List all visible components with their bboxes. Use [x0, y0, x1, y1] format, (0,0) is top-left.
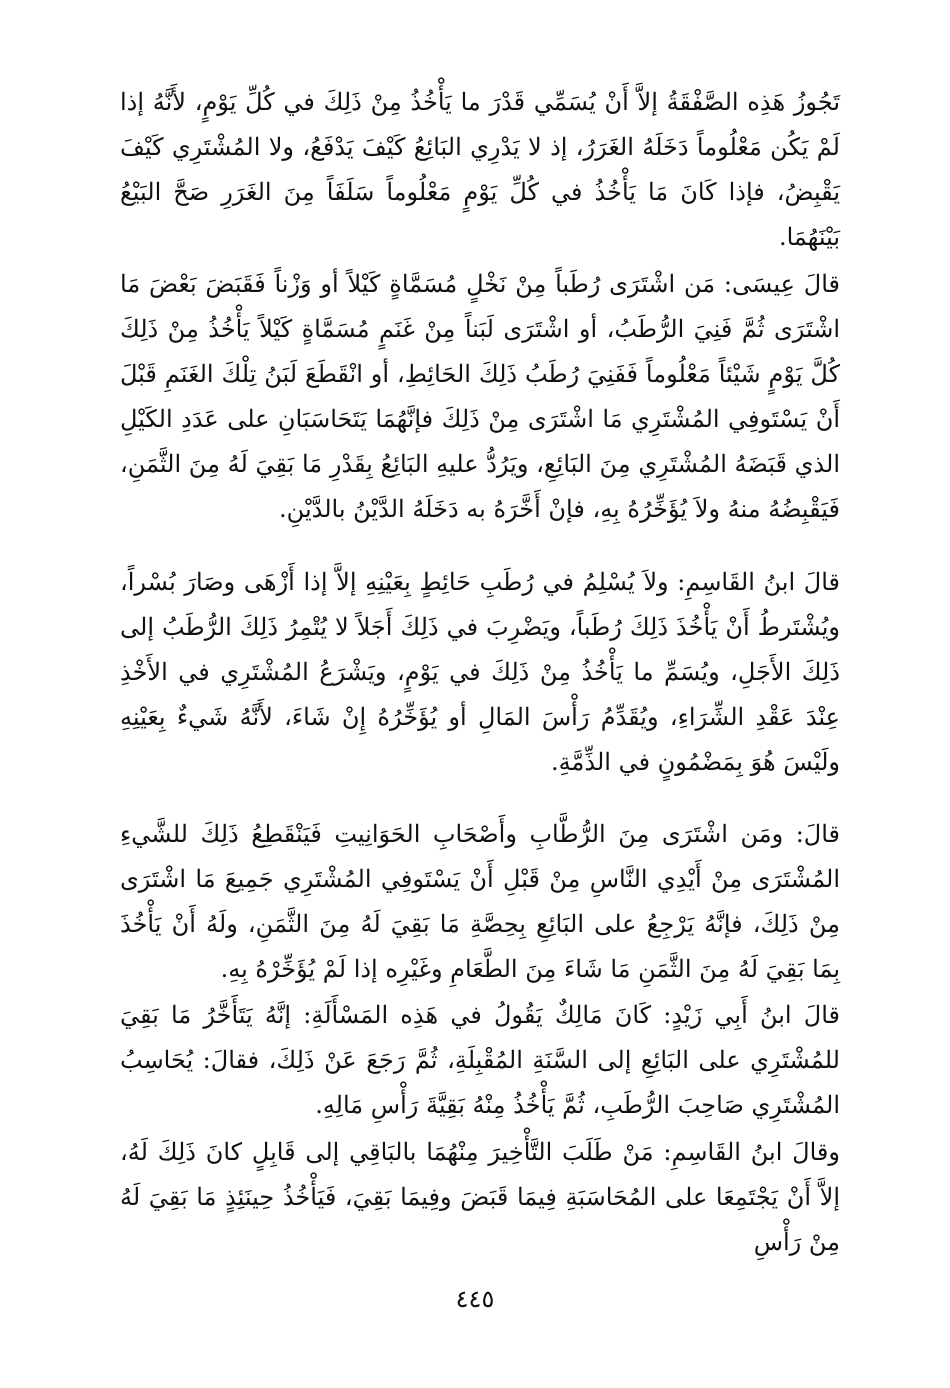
paragraph-1: تَجُوزُ هَذِه الصَّفْقَةُ إلاَّ أَنْ يُسَمِّي قَدْرَ ما يَأْخُذُ مِنْ ذَلِكَ في كُلِّ يَوْمٍ، لأَنَّهُ إذا لَمْ يَكُن مَعْلُوماً دَخَلَهُ الغَرَرُ، إذ لا يَدْرِي البَائِعُ كَيْفَ يَدْفَعُ، ولا المُشْتَرِي كَيْفَ يَقْبِضُ، فإذا كَانَ مَا يَأْخُذُ في كُلِّ يَوْمٍ مَعْلُوماً سَلَفَاً مِنَ الغَرَرِ صَحَّ البَيْعُ بَيْنَهُمَا.: [120, 88, 840, 251]
paragraph-4: قالَ: ومَن اشْتَرَى مِنَ الرُّطَّابِ وأَصْحَابِ الحَوَانِيتِ فَيَنْقَطِعُ ذَلِكَ للشَّيءِ المُشْتَرَى مِنْ أَيْدِي النَّاسِ مِنْ قَبْلِ أَنْ يَسْتَوفِي المُشْتَرِي جَمِيعَ مَا اشْتَرَى مِنْ ذَلِكَ، فإنَّهُ يَرْجِعُ على البَائِعِ بِحِصَّةِ مَا بَقِيَ لَهُ مِنَ الثَّمَنِ، ولَهُ أَنْ يَأْخُذَ بِمَا بَقِيَ لَهُ مِنَ الثَّمَنِ مَا شَاءَ مِنَ الطَّعَامِ وغَيْرِه إذا لَمْ يُؤَخِّرْهُ بِهِ.: [120, 820, 840, 983]
paragraph-5: قالَ ابنُ أَبِي زَيْدٍ: كَانَ مَالِكٌ يَقُولُ في هَذِه المَسْأَلَةِ: إنَّهُ يَتَأَخَّرُ مَا بَقِيَ للمُشْتَرِي على البَائِعِ إلى السَّنَةِ المُقْبِلَةِ، ثُمَّ رَجَعَ عَنْ ذَلِكَ، فقالَ: يُحَاسِبُ المُشْتَرِي صَاحِبَ الرُّطَبِ، ثُمَّ يَأْخُذُ مِنْهُ بَقِيَّةَ رَأْسِ مَالِهِ.: [120, 1001, 840, 1119]
paragraph-3: قالَ ابنُ القَاسِمِ: ولاَ يُسْلِمُ في رُطَبِ حَائِطٍ بِعَيْنِهِ إلاَّ إذا أَزْهَى وصَارَ بُسْراً، ويُشْتَرطُ أَنْ يَأْخُذَ ذَلِكَ رُطَباً، ويَضْرِبَ في ذَلِكَ أَجَلاً لا يُتْمِرُ ذَلِكَ الرُّطَبُ إلى ذَلِكَ الأَجَلِ، ويُسَمِّ ما يَأْخُذُ مِنْ ذَلِكَ في يَوْمٍ، ويَشْرَعُ المُشْتَرِي في الأَخْذِ عِنْدَ عَقْدِ الشِّرَاءِ، ويُقَدِّمُ رَأْسَ المَالِ أو يُؤَخِّرُهُ إِنْ شَاءَ، لأَنَّهُ شَيءٌ بِعَيْنِهِ ولَيْسَ هُوَ بِمَضْمُونٍ في الذِّمَّةِ.: [120, 568, 840, 776]
paragraph-2: قالَ عِيسَى: مَن اشْتَرَى رُطَباً مِنْ نَخْلٍ مُسَمَّاةٍ كَيْلاً أو وَزْناً فَقَبَضَ بَعْضَ مَا اشْتَرَى ثُمَّ فَنِيَ الرُّطَبُ، أو اشْتَرَى لَبَناً مِنْ غَنَمٍ مُسَمَّاةٍ كَيْلاً يَأْخُذُ مِنْ ذَلِكَ كُلَّ يَوْمٍ شَيْئاً مَعْلُوماً فَفَنِيَ رُطَبُ ذَلِكَ الحَائِطِ، أو انْقَطَعَ لَبَنُ تِلْكَ الغَنَمِ قَبْلَ أَنْ يَسْتَوفِي المُشْتَرِي مَا اشْتَرَى مِنْ ذَلِكَ فإنَّهُمَا يَتَحَاسَبَانِ على عَدَدِ الكَيْلِ الذي قَبَضَهُ المُشْتَرِي مِنَ البَائِعِ، ويَرُدُّ عليهِ البَائِعُ بِقَدْرِ مَا بَقِيَ لَهُ مِنَ الثَّمَنِ، فَيَقْبِضُهُ منهُ ولاَ يُؤَخِّرُهُ بِهِ، فإنْ أَخَّرَهُ به دَخَلَهُ الدَّيْنُ بالدَّيْنِ.: [120, 270, 841, 523]
page-number: ٤٤٥: [455, 1285, 495, 1313]
paragraph-6: وقالَ ابنُ القَاسِمِ: مَنْ طَلَبَ التَّأْخِيرَ مِنْهُمَا بالبَاقِي إلى قَابِلٍ كانَ ذَلِكَ لَهُ، إلاَّ أَنْ يَجْتَمِعَا على المُحَاسَبَةِ فِيمَا قَبَضَ وفِيمَا بَقِيَ، فَيَأْخُذُ حِينَئِذٍ مَا بَقِيَ لَهُ مِنْ رَأْسِ: [120, 1138, 840, 1256]
